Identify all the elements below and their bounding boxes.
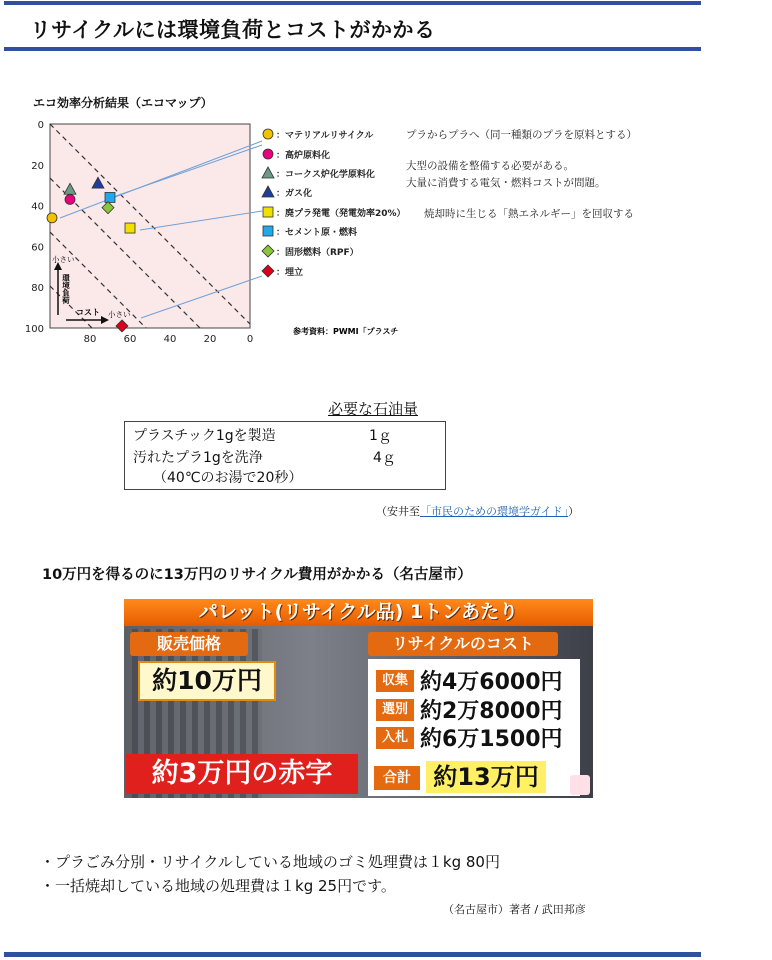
cost-label: リサイクルのコスト (368, 632, 558, 656)
legend-marker-3 (262, 167, 274, 178)
x-axis-label: コスト (76, 308, 100, 317)
x-tick-label: 60 (123, 334, 137, 345)
annotation-heat-recovery: 焼却時に生じる「熱エネルギー」を回収する (424, 208, 634, 220)
data-point-1 (47, 213, 57, 223)
legend-label-blast-furnace: ：高炉原料化 (276, 151, 331, 161)
bullet-bulk-incineration: ・一括焼却している地域の処理費は１kg 25円です。 (40, 877, 396, 895)
news-screenshot (124, 599, 593, 798)
y-tick-label: 20 (31, 160, 44, 172)
legend-label-material: ：マテリアルリサイクル (276, 131, 374, 141)
oil-row-1-value: 1ｇ (369, 428, 392, 444)
eco-map-chart (0, 0, 772, 400)
annotation-energy-cost: 大量に消費する電気・燃料コストが問題。 (406, 177, 606, 189)
data-point-5 (125, 223, 135, 233)
x-tick-label: 40 (163, 334, 177, 345)
legend-label-rpf: ：固形燃料（RPF） (276, 248, 359, 258)
x-tick-label: 0 (246, 334, 254, 345)
y-tick-label: 80 (31, 283, 44, 295)
legend-marker-4 (262, 186, 274, 197)
legend-marker-5 (263, 207, 273, 217)
oil-source-prefix: （安井至 (376, 505, 420, 518)
legend-marker-8 (262, 265, 274, 277)
data-point-2 (65, 194, 75, 204)
tv-logo (570, 775, 590, 795)
data-point-6 (105, 192, 115, 202)
plot-area (50, 124, 250, 328)
cost-row-collect-tag: 収集 (376, 670, 414, 692)
cost-row-collect-value: 約4万6000円 (420, 670, 563, 695)
legend-marker-7 (262, 245, 274, 257)
legend-label-landfill: ：埋立 (276, 268, 304, 278)
x-tick-label: 20 (203, 334, 217, 345)
oil-table (124, 421, 446, 490)
oil-source-suffix: ） (568, 505, 580, 518)
oil-source (376, 503, 579, 519)
total-tag: 合計 (374, 766, 420, 790)
y-tick-label: 40 (31, 201, 44, 213)
legend-marker-2 (263, 149, 273, 159)
legend-marker-6 (263, 226, 273, 236)
oil-row-2-value: 4ｇ (373, 450, 396, 466)
bullet-separate-collection: ・プラごみ分別・リサイクルしている地域のゴミ処理費は１kg 80円 (40, 853, 500, 871)
cost-row-bid-tag: 入札 (376, 727, 414, 749)
legend-label-coke-oven: ：コークス炉化学原料化 (276, 170, 375, 180)
chart-title: エコ効率分析結果（エコマップ） (33, 96, 213, 110)
x-tick-label: 80 (83, 334, 97, 345)
x-small-label: 小さい (108, 310, 131, 319)
page-title: リサイクルには環境負荷とコストがかかる (30, 18, 436, 42)
legend-marker-1 (263, 129, 273, 139)
oil-heading: 必要な石油量 (328, 400, 419, 418)
chart-source: 参考資料：PWMI「プラスチ (293, 327, 399, 336)
sale-value: 約10万円 (138, 661, 276, 701)
y-small-label: 小さい (52, 255, 75, 264)
deficit-label: 約3万円の赤字 (126, 754, 358, 794)
oil-row-2-label: 汚れたプラ1gを洗浄 (133, 450, 263, 466)
legend-label-gasification: ：ガス化 (276, 189, 313, 199)
cost-row-bid-value: 約6万1500円 (420, 727, 563, 752)
oil-row-3: （40℃のお湯で20秒） (153, 470, 303, 486)
legend-label-cement: ：セメント原・燃料 (276, 228, 358, 238)
sale-label: 販売価格 (130, 632, 248, 656)
total-value: 約13万円 (426, 761, 546, 793)
annotation-material: プラからプラへ（同一種類のプラを原料とする） (406, 129, 637, 141)
y-tick-label: 0 (37, 120, 44, 131)
y-tick-label: 100 (24, 324, 44, 335)
annotation-facility: 大型の設備を整備する必要がある。 (406, 160, 574, 172)
bottom-rule (4, 952, 701, 957)
legend-label-power: ：廃プラ発電（発電効率20%） (276, 209, 406, 219)
cost-heading: 10万円を得るのに13万円のリサイクル費用がかかる（名古屋市） (42, 567, 472, 583)
author-credit: （名古屋市）著者 / 武田邦彦 (443, 903, 586, 916)
tv-banner: パレット(リサイクル品) 1トンあたり (124, 599, 593, 626)
cost-row-sort-value: 約2万8000円 (420, 699, 563, 724)
y-axis-label: 環境負荷 (61, 274, 71, 304)
y-tick-label: 60 (31, 242, 44, 254)
environment-guide-link[interactable]: 「市民のための環境学ガイド」 (420, 505, 569, 518)
oil-row-1-label: プラスチック1gを製造 (133, 428, 276, 444)
cost-row-sort-tag: 選別 (376, 699, 414, 721)
